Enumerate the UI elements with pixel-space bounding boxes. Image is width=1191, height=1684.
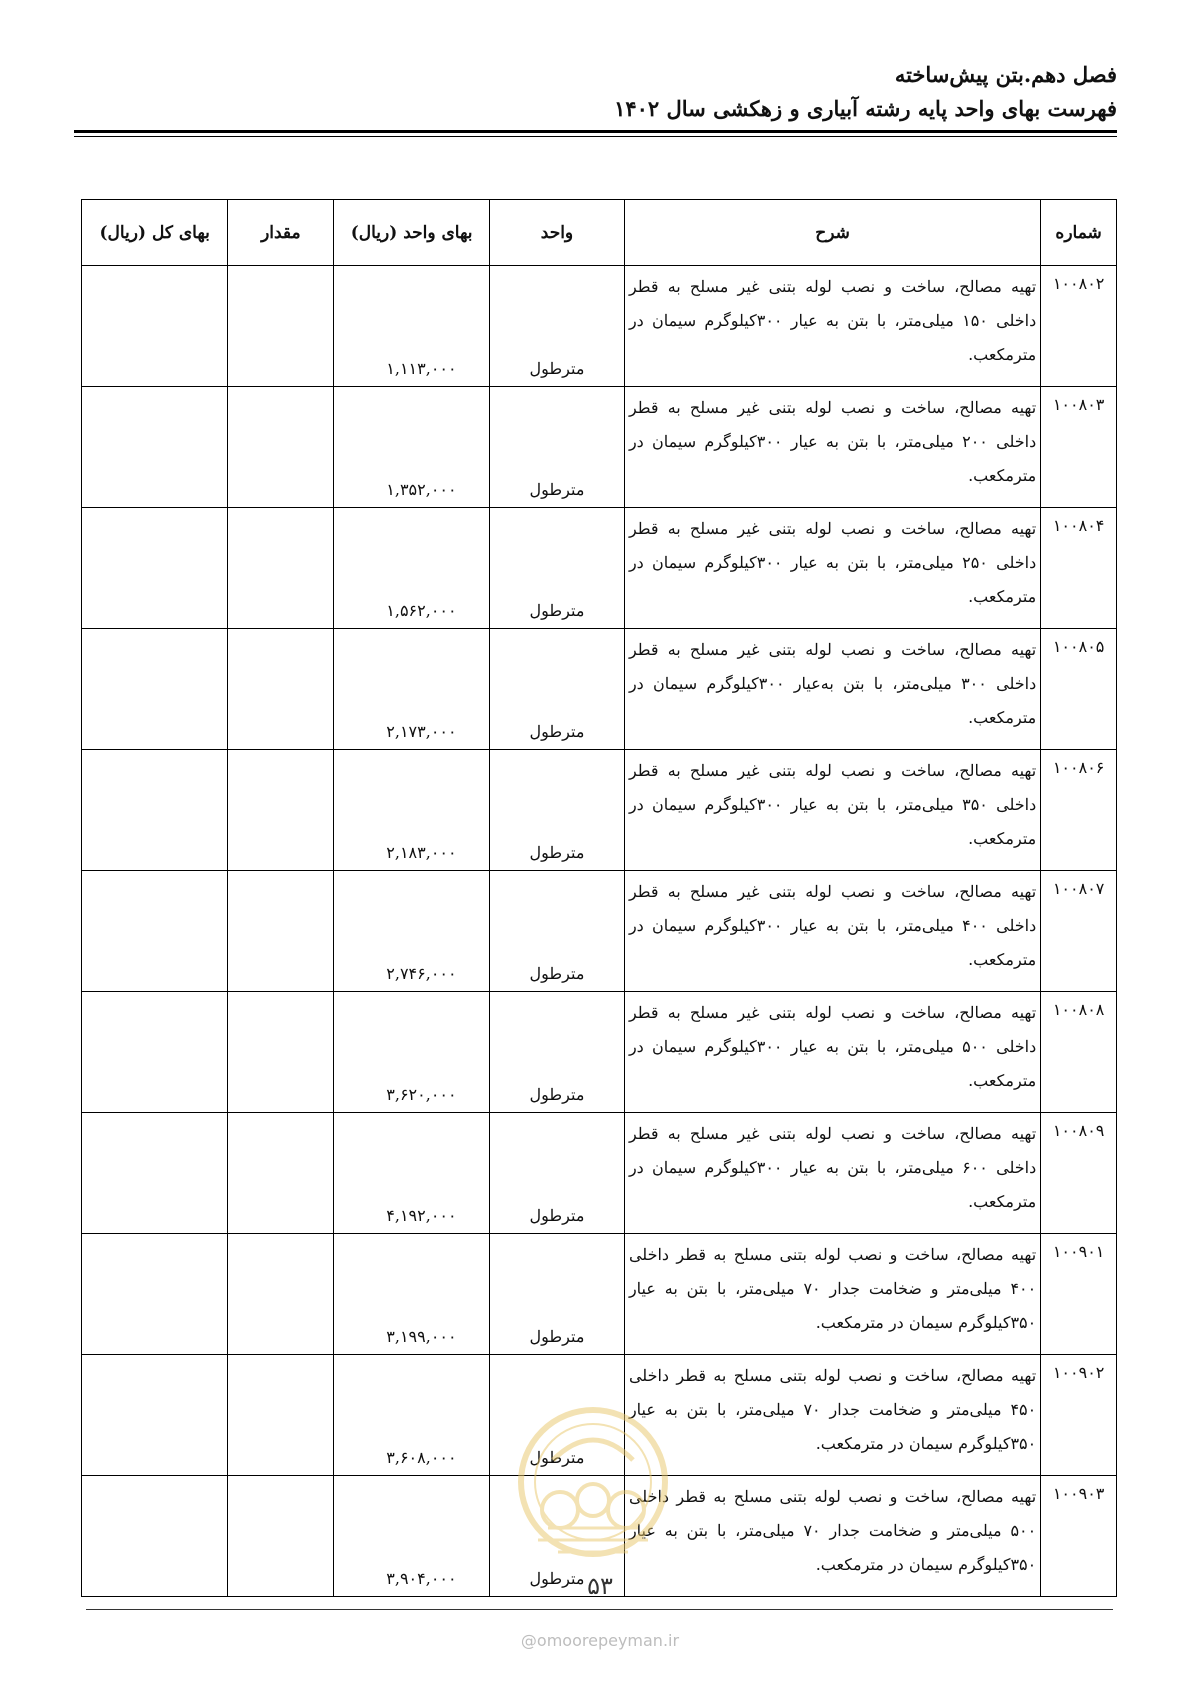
item-unit: مترطول — [489, 992, 624, 1113]
item-quantity — [228, 1113, 334, 1234]
item-quantity — [228, 1476, 334, 1597]
item-code: ۱۰۰۸۰۹ — [1041, 1113, 1117, 1234]
item-quantity — [228, 629, 334, 750]
table-row — [82, 750, 1117, 871]
item-unit-price: ۴,۱۹۲,۰۰۰ — [334, 1113, 490, 1234]
item-total-price — [82, 629, 228, 750]
item-total-price — [82, 871, 228, 992]
item-quantity — [228, 387, 334, 508]
column-header-code: شماره — [1041, 200, 1117, 266]
item-total-price — [82, 750, 228, 871]
item-unit-price: ۲,۱۸۳,۰۰۰ — [334, 750, 490, 871]
item-description: تهیه مصالح، ساخت و نصب لوله بتنی غیر مسلح به قطر داخلی ۳۰۰ میلی‌متر، با بتن به‌عیار ۳۰۰کیلوگرم سیمان در مترمکعب. — [624, 629, 1040, 750]
item-unit-price: ۳,۶۲۰,۰۰۰ — [334, 992, 490, 1113]
item-code: ۱۰۰۸۰۵ — [1041, 629, 1117, 750]
item-unit: مترطول — [489, 1355, 624, 1476]
item-code: ۱۰۰۹۰۲ — [1041, 1355, 1117, 1476]
item-code: ۱۰۰۸۰۷ — [1041, 871, 1117, 992]
item-unit-price: ۳,۹۰۴,۰۰۰ — [334, 1476, 490, 1597]
column-header-unit: واحد — [489, 200, 624, 266]
table-row — [82, 1234, 1117, 1355]
price-list-table — [81, 199, 1117, 1597]
item-description: تهیه مصالح، ساخت و نصب لوله بتنی مسلح به قطر داخلی ۵۰۰ میلی‌متر و ضخامت جدار ۷۰ میلی‌متر، با بتن به عیار ۳۵۰کیلوگرم سیمان در مترمکعب. — [624, 1476, 1040, 1597]
item-total-price — [82, 992, 228, 1113]
column-header-quantity: مقدار — [228, 200, 334, 266]
item-total-price — [82, 1113, 228, 1234]
item-code: ۱۰۰۹۰۱ — [1041, 1234, 1117, 1355]
item-unit-price: ۱,۵۶۲,۰۰۰ — [334, 508, 490, 629]
item-unit: مترطول — [489, 1234, 624, 1355]
item-quantity — [228, 508, 334, 629]
item-unit-price: ۲,۷۴۶,۰۰۰ — [334, 871, 490, 992]
item-unit-price: ۲,۱۷۳,۰۰۰ — [334, 629, 490, 750]
header-divider-thick — [74, 130, 1117, 133]
table-row — [82, 992, 1117, 1113]
header-divider-thin — [74, 136, 1117, 137]
column-header-unit-price: بهای واحد (ریال) — [334, 200, 490, 266]
item-code: ۱۰۰۸۰۲ — [1041, 266, 1117, 387]
table-row — [82, 387, 1117, 508]
item-total-price — [82, 1355, 228, 1476]
item-unit: مترطول — [489, 1113, 624, 1234]
item-total-price — [82, 387, 228, 508]
item-quantity — [228, 992, 334, 1113]
document-subtitle: فهرست بهای واحد پایه رشته آبیاری و زهکشی سال ۱۴۰۲ — [614, 96, 1117, 121]
item-total-price — [82, 1234, 228, 1355]
item-unit-price: ۳,۶۰۸,۰۰۰ — [334, 1355, 490, 1476]
item-description: تهیه مصالح، ساخت و نصب لوله بتنی غیر مسلح به قطر داخلی ۴۰۰ میلی‌متر، با بتن به عیار ۳۰۰کیلوگرم سیمان در مترمکعب. — [624, 871, 1040, 992]
item-description: تهیه مصالح، ساخت و نصب لوله بتنی غیر مسلح به قطر داخلی ۲۵۰ میلی‌متر، با بتن به عیار ۳۰۰کیلوگرم سیمان در مترمکعب. — [624, 508, 1040, 629]
column-header-total-price: بهای کل (ریال) — [82, 200, 228, 266]
item-quantity — [228, 750, 334, 871]
item-description: تهیه مصالح، ساخت و نصب لوله بتنی غیر مسلح به قطر داخلی ۲۰۰ میلی‌متر، با بتن به عیار ۳۰۰کیلوگرم سیمان در مترمکعب. — [624, 387, 1040, 508]
item-unit: مترطول — [489, 629, 624, 750]
item-description: تهیه مصالح، ساخت و نصب لوله بتنی غیر مسلح به قطر داخلی ۱۵۰ میلی‌متر، با بتن به عیار ۳۰۰کیلوگرم سیمان در مترمکعب. — [624, 266, 1040, 387]
item-code: ۱۰۰۸۰۳ — [1041, 387, 1117, 508]
item-unit-price: ۱,۱۱۳,۰۰۰ — [334, 266, 490, 387]
item-quantity — [228, 1355, 334, 1476]
footer-divider — [86, 1609, 1113, 1610]
item-description: تهیه مصالح، ساخت و نصب لوله بتنی غیر مسلح به قطر داخلی ۵۰۰ میلی‌متر، با بتن به عیار ۳۰۰کیلوگرم سیمان در مترمکعب. — [624, 992, 1040, 1113]
item-description: تهیه مصالح، ساخت و نصب لوله بتنی غیر مسلح به قطر داخلی ۳۵۰ میلی‌متر، با بتن به عیار ۳۰۰کیلوگرم سیمان در مترمکعب. — [624, 750, 1040, 871]
table-header-row — [82, 200, 1117, 266]
item-unit: مترطول — [489, 750, 624, 871]
item-unit-price: ۳,۱۹۹,۰۰۰ — [334, 1234, 490, 1355]
item-quantity — [228, 266, 334, 387]
website-watermark: @omoorepeyman.ir — [520, 1631, 680, 1650]
item-total-price — [82, 508, 228, 629]
table-row — [82, 266, 1117, 387]
item-unit: مترطول — [489, 387, 624, 508]
item-code: ۱۰۰۸۰۴ — [1041, 508, 1117, 629]
item-code: ۱۰۰۸۰۶ — [1041, 750, 1117, 871]
page-number: ۵۳ — [587, 1572, 613, 1600]
item-description: تهیه مصالح، ساخت و نصب لوله بتنی مسلح به قطر داخلی ۴۰۰ میلی‌متر و ضخامت جدار ۷۰ میلی‌متر، با بتن به عیار ۳۵۰کیلوگرم سیمان در مترمکعب. — [624, 1234, 1040, 1355]
item-unit: مترطول — [489, 1476, 624, 1597]
item-code: ۱۰۰۹۰۳ — [1041, 1476, 1117, 1597]
table-row — [82, 1113, 1117, 1234]
page-header — [74, 58, 1117, 126]
seal-stamp-icon — [498, 1400, 688, 1580]
item-description: تهیه مصالح، ساخت و نصب لوله بتنی غیر مسلح به قطر داخلی ۶۰۰ میلی‌متر، با بتن به عیار ۳۰۰کیلوگرم سیمان در مترمکعب. — [624, 1113, 1040, 1234]
item-unit: مترطول — [489, 508, 624, 629]
item-description: تهیه مصالح، ساخت و نصب لوله بتنی مسلح به قطر داخلی ۴۵۰ میلی‌متر و ضخامت جدار ۷۰ میلی‌متر، با بتن به عیار ۳۵۰کیلوگرم سیمان در مترمکعب. — [624, 1355, 1040, 1476]
column-header-description: شرح — [624, 200, 1040, 266]
item-quantity — [228, 1234, 334, 1355]
table-row — [82, 629, 1117, 750]
item-quantity — [228, 871, 334, 992]
item-unit: مترطول — [489, 266, 624, 387]
table-row — [82, 508, 1117, 629]
item-unit-price: ۱,۳۵۲,۰۰۰ — [334, 387, 490, 508]
item-code: ۱۰۰۸۰۸ — [1041, 992, 1117, 1113]
item-total-price — [82, 1476, 228, 1597]
item-unit: مترطول — [489, 871, 624, 992]
chapter-title: فصل دهم.بتن پیش‌ساخته — [894, 62, 1117, 87]
table-row — [82, 871, 1117, 992]
table-body — [82, 266, 1117, 1597]
item-total-price — [82, 266, 228, 387]
